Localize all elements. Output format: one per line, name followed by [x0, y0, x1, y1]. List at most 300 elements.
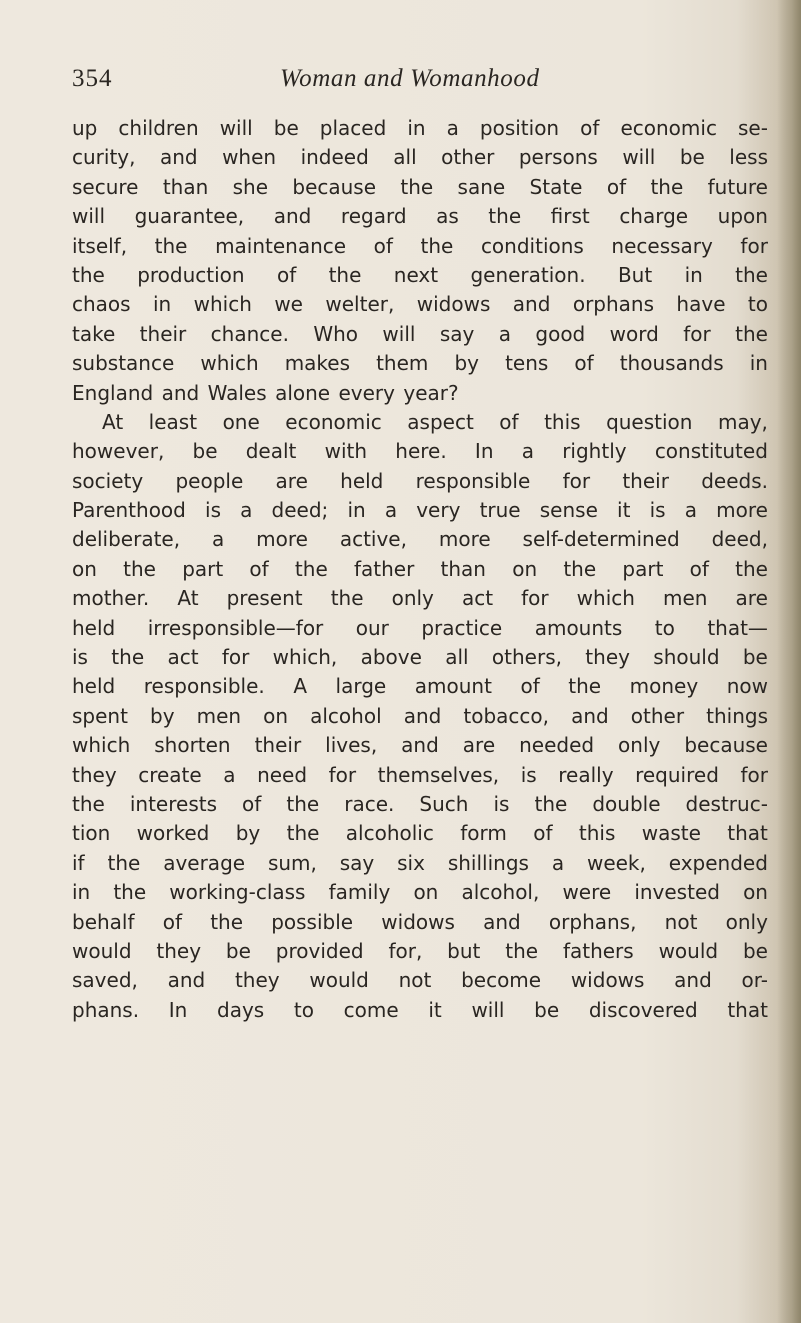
word: waste: [641, 821, 701, 846]
text-line: [72, 672, 768, 701]
word: for: [683, 321, 711, 346]
word: invested: [634, 880, 720, 905]
word: are: [462, 733, 496, 758]
word: it: [617, 498, 631, 523]
word: fathers: [562, 938, 634, 963]
word: behalf: [72, 909, 135, 934]
word: and: [159, 145, 198, 170]
word: provided: [275, 938, 364, 963]
word: and: [273, 204, 312, 229]
word: the: [735, 321, 768, 346]
word: of: [520, 674, 540, 699]
word: men: [663, 586, 708, 611]
word: have: [676, 292, 726, 317]
word: is: [649, 498, 666, 523]
word: which: [200, 351, 259, 376]
word: responsible.: [143, 674, 265, 699]
text-line: [72, 467, 768, 496]
word: present: [226, 586, 303, 611]
word: At: [102, 409, 124, 434]
word: because: [684, 733, 768, 758]
word: one: [222, 409, 260, 434]
word: now: [726, 674, 768, 699]
word: welter,: [325, 292, 395, 317]
word: to: [293, 997, 314, 1022]
word: good: [535, 321, 586, 346]
word: are: [275, 468, 308, 493]
word: they: [585, 645, 630, 670]
word: held: [72, 674, 116, 699]
word: the: [123, 556, 156, 581]
word: sane: [457, 174, 506, 199]
word: race.: [344, 791, 395, 816]
word: widows: [381, 909, 455, 934]
word: In: [168, 997, 188, 1022]
word: this: [544, 409, 581, 434]
text-line: [72, 232, 768, 261]
word: on: [512, 556, 538, 581]
text-line: [72, 996, 768, 1025]
text-line: [72, 408, 768, 437]
word: for: [740, 233, 768, 258]
word: At: [177, 586, 199, 611]
text-line: [72, 290, 768, 319]
word: take: [72, 321, 116, 346]
word: which: [193, 292, 252, 317]
word: their: [254, 733, 302, 758]
word: a: [498, 321, 511, 346]
text-line: [72, 143, 768, 172]
word: deed,: [711, 527, 768, 552]
word: she: [232, 174, 269, 199]
word: average: [163, 850, 246, 875]
word: alcoholic: [345, 821, 434, 846]
word: economic: [285, 409, 382, 434]
word: the: [210, 909, 244, 934]
word: however,: [72, 439, 165, 464]
word: orphans,: [548, 909, 637, 934]
word: things: [706, 703, 768, 728]
text-line: [72, 349, 768, 378]
word: the: [505, 938, 539, 963]
text-line: [72, 731, 768, 760]
word: a: [384, 498, 398, 523]
word: come: [343, 997, 399, 1022]
word: less: [729, 145, 768, 170]
word: the: [72, 791, 105, 816]
word: next: [393, 262, 439, 287]
word: say: [439, 321, 475, 346]
word: the: [328, 262, 362, 287]
word: they: [72, 762, 117, 787]
word: true: [479, 498, 521, 523]
word: only: [618, 733, 661, 758]
text-line: [72, 702, 768, 731]
word: the: [154, 233, 188, 258]
word: we: [274, 292, 303, 317]
word: and: [512, 292, 551, 317]
word: the: [400, 174, 434, 199]
word: deeds.: [701, 468, 768, 493]
word: curity,: [72, 145, 136, 170]
word: spent: [72, 703, 128, 728]
word: more: [438, 527, 491, 552]
text-line: [72, 790, 768, 819]
word: and: [483, 909, 521, 934]
word: dealt: [245, 439, 297, 464]
word: the: [107, 850, 141, 875]
word: orphans: [572, 292, 655, 317]
word: regard: [340, 204, 407, 229]
text-line: [72, 643, 768, 672]
word: act: [461, 586, 494, 611]
word: this: [578, 821, 616, 846]
word: be: [679, 145, 705, 170]
word: all: [445, 645, 469, 670]
word: in: [684, 262, 703, 287]
word: word: [609, 321, 659, 346]
word: that: [727, 821, 768, 846]
word: them: [376, 351, 429, 376]
word: shillings: [447, 850, 529, 875]
word: that: [727, 997, 768, 1022]
word: other: [630, 703, 685, 728]
word: in: [407, 116, 426, 140]
word: by: [235, 821, 261, 846]
word: necessary: [611, 233, 713, 258]
word: se-: [737, 116, 768, 140]
word: tion: [72, 821, 111, 846]
word: because: [292, 174, 377, 199]
word: worked: [136, 821, 210, 846]
word: of: [580, 116, 600, 140]
word: all: [393, 145, 417, 170]
word: State: [529, 174, 583, 199]
word: phans.: [72, 997, 140, 1022]
word: will: [72, 204, 106, 229]
word: men: [196, 703, 242, 728]
word: position: [479, 116, 560, 140]
word: family: [328, 880, 391, 905]
word: interests: [129, 791, 218, 816]
text-line: [72, 937, 768, 966]
word: be: [192, 439, 218, 464]
page-number: 354: [72, 65, 113, 92]
word: only: [391, 586, 434, 611]
word: week,: [586, 850, 646, 875]
word: indeed: [300, 145, 369, 170]
word: be: [273, 116, 299, 140]
word: economic: [620, 116, 717, 140]
word: placed: [319, 116, 387, 140]
word: lives,: [325, 733, 378, 758]
word: conditions: [480, 233, 584, 258]
word: the: [420, 233, 454, 258]
word: be: [742, 938, 768, 963]
word: widows: [416, 292, 491, 317]
word: first: [550, 204, 590, 229]
word: more: [256, 527, 308, 552]
word: deliberate,: [72, 527, 181, 552]
word: than: [162, 174, 209, 199]
word: a: [551, 850, 565, 875]
word: their: [622, 468, 669, 493]
word: every: [338, 380, 395, 405]
word: the: [294, 556, 328, 581]
word: which,: [272, 645, 338, 670]
text-line: [72, 849, 768, 878]
word: create: [138, 762, 202, 787]
word: the: [113, 880, 147, 905]
word: amounts: [534, 615, 623, 640]
word: saved,: [72, 968, 138, 993]
word: people: [175, 468, 244, 493]
word: least: [148, 409, 198, 434]
word: thousands: [619, 351, 724, 376]
word: persons: [518, 145, 598, 170]
word: of: [606, 174, 627, 199]
word: practice: [421, 615, 503, 640]
word: but: [447, 938, 481, 963]
word: be: [534, 997, 560, 1022]
word: they: [156, 938, 202, 963]
word: six: [397, 850, 425, 875]
word: or-: [741, 968, 768, 993]
word: money: [629, 674, 699, 699]
word: future: [707, 174, 768, 199]
word: will: [382, 321, 416, 346]
word: for: [221, 645, 250, 670]
word: upon: [717, 204, 768, 229]
word: as: [436, 204, 459, 229]
word: the: [286, 821, 320, 846]
word: were: [562, 880, 612, 905]
body-text: [72, 114, 768, 1025]
word: in: [153, 292, 172, 317]
word: in: [347, 498, 366, 523]
word: expended: [668, 850, 768, 875]
word: on: [743, 880, 768, 905]
text-line: [72, 555, 768, 584]
word: not: [398, 968, 432, 993]
word: secure: [72, 174, 139, 199]
word: act: [167, 645, 199, 670]
text-line: [72, 819, 768, 848]
word: the: [488, 204, 522, 229]
word: constituted: [654, 439, 768, 464]
word: sense: [539, 498, 598, 523]
word: by: [454, 351, 479, 376]
word: our: [355, 615, 389, 640]
word: for: [740, 762, 768, 787]
word: deed;: [271, 498, 329, 523]
word: charge: [619, 204, 689, 229]
word: the: [735, 556, 768, 581]
text-line: [72, 114, 768, 143]
word: very: [416, 498, 461, 523]
word: for,: [388, 938, 423, 963]
word: year?: [403, 380, 459, 405]
text-line: [72, 878, 768, 907]
word: of: [162, 909, 182, 934]
text-line: [72, 614, 768, 643]
word: above: [360, 645, 422, 670]
word: maintenance: [215, 233, 347, 258]
word: guarantee,: [134, 204, 245, 229]
word: production: [137, 262, 245, 287]
word: a: [240, 498, 253, 523]
word: say: [339, 850, 375, 875]
word: that—: [707, 615, 768, 640]
word: and: [674, 968, 712, 993]
word: aspect: [407, 409, 474, 434]
word: held: [340, 468, 384, 493]
word: days: [217, 997, 265, 1022]
word: be: [742, 645, 768, 670]
word: others,: [491, 645, 562, 670]
word: of: [574, 351, 594, 376]
page-edge-shadow: [777, 0, 801, 1323]
word: here.: [395, 439, 447, 464]
word: by: [150, 703, 175, 728]
text-line: [72, 761, 768, 790]
word: England: [72, 380, 154, 405]
word: the: [286, 791, 320, 816]
word: A: [293, 674, 307, 699]
word: irresponsible—for: [147, 615, 324, 640]
word: held: [72, 615, 116, 640]
word: children: [118, 116, 199, 140]
text-line: [72, 202, 768, 231]
word: on: [263, 703, 289, 728]
word: the: [534, 791, 568, 816]
word: than: [440, 556, 486, 581]
word: chance.: [210, 321, 289, 346]
word: of: [373, 233, 393, 258]
word: the: [563, 556, 597, 581]
word: working-class: [169, 880, 306, 905]
word: which: [72, 733, 131, 758]
word: a: [521, 439, 534, 464]
word: self-determined: [522, 527, 680, 552]
text-line: [72, 525, 768, 554]
word: amount: [414, 674, 492, 699]
word: shorten: [154, 733, 231, 758]
word: to: [747, 292, 768, 317]
word: the: [650, 174, 684, 199]
word: with: [324, 439, 368, 464]
word: widows: [570, 968, 645, 993]
word: really: [558, 762, 614, 787]
text-line: [72, 379, 768, 408]
word: form: [460, 821, 507, 846]
word: in: [72, 880, 91, 905]
word: not: [664, 909, 698, 934]
word: which: [576, 586, 635, 611]
word: part: [622, 556, 664, 581]
text-line: [72, 173, 768, 202]
word: of: [533, 821, 553, 846]
word: question: [606, 409, 693, 434]
word: the: [330, 586, 364, 611]
word: for: [562, 468, 591, 493]
word: to: [654, 615, 675, 640]
word: for: [328, 762, 357, 787]
word: on: [413, 880, 439, 905]
word: itself,: [72, 233, 128, 258]
word: possible: [271, 909, 354, 934]
word: alone: [275, 380, 331, 405]
text-line: [72, 437, 768, 466]
word: is: [205, 498, 221, 523]
word: may,: [717, 409, 768, 434]
word: is: [520, 762, 537, 787]
word: the: [735, 262, 768, 287]
word: makes: [284, 351, 351, 376]
word: in: [749, 351, 768, 376]
word: responsible: [415, 468, 531, 493]
word: Who: [313, 321, 359, 346]
word: Such: [419, 791, 469, 816]
word: their: [139, 321, 187, 346]
word: they: [234, 968, 280, 993]
word: it: [428, 997, 442, 1022]
word: the: [72, 262, 105, 287]
word: would: [658, 938, 719, 963]
word: need: [257, 762, 308, 787]
word: become: [461, 968, 542, 993]
word: up: [72, 116, 98, 140]
word: of: [242, 791, 262, 816]
word: the: [111, 645, 145, 670]
word: and: [571, 703, 609, 728]
word: part: [182, 556, 224, 581]
word: discovered: [588, 997, 698, 1022]
word: on: [72, 556, 97, 581]
word: father: [353, 556, 415, 581]
word: only: [725, 909, 768, 934]
word: sum,: [267, 850, 317, 875]
word: a: [446, 116, 459, 140]
word: generation.: [470, 262, 586, 287]
word: substance: [72, 351, 175, 376]
word: be: [225, 938, 251, 963]
word: more: [716, 498, 768, 523]
word: rightly: [562, 439, 627, 464]
word: of: [249, 556, 269, 581]
word: when: [222, 145, 277, 170]
word: society: [72, 468, 144, 493]
word: will: [622, 145, 656, 170]
word: and: [161, 380, 200, 405]
word: alcohol: [310, 703, 382, 728]
word: are: [735, 586, 768, 611]
word: would: [309, 968, 369, 993]
word: for: [521, 586, 549, 611]
word: themselves,: [377, 762, 500, 787]
word: chaos: [72, 292, 131, 317]
word: mother.: [72, 586, 150, 611]
word: tens: [505, 351, 549, 376]
word: a: [211, 527, 225, 552]
word: the: [568, 674, 602, 699]
word: and: [401, 733, 439, 758]
word: Parenthood: [72, 498, 186, 523]
word: tobacco,: [463, 703, 550, 728]
text-line: [72, 908, 768, 937]
word: other: [441, 145, 495, 170]
word: is: [72, 645, 88, 670]
